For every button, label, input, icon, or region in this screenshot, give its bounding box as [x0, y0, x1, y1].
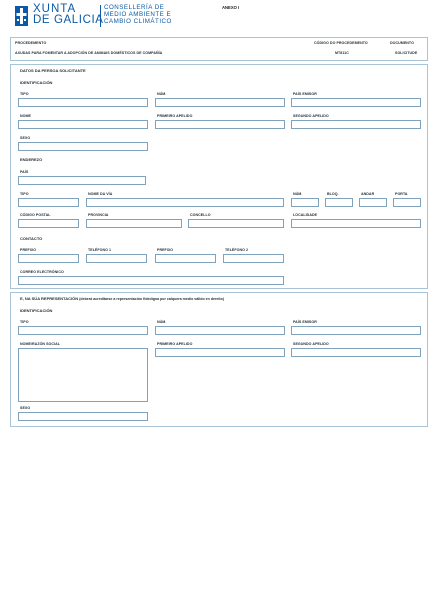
segundo-apelido-label: SEGUNDO APELIDO — [293, 114, 329, 118]
tipo-via-label: TIPO — [20, 192, 29, 196]
provincia-label: PROVINCIA — [88, 213, 109, 217]
document-value: SOLICITUDE — [395, 51, 418, 55]
nome-label: NOME — [20, 114, 31, 118]
logo-text-galicia: DE GALICIA — [33, 14, 104, 26]
num-field[interactable] — [155, 98, 285, 107]
logo-text-xunta: XUNTA — [33, 3, 77, 15]
correo-field[interactable] — [18, 276, 284, 285]
codigo-postal-field[interactable] — [18, 219, 79, 228]
tipo-via-field[interactable] — [18, 198, 79, 207]
telefono-2-field[interactable] — [223, 254, 284, 263]
prefixo-2-field[interactable] — [155, 254, 216, 263]
prefixo-1-label: PREFIXO — [20, 248, 37, 252]
codigo-postal-label: CÓDIGO POSTAL — [20, 213, 51, 217]
tipo-label: TIPO — [20, 92, 29, 96]
pais-label: PAÍS — [20, 170, 29, 174]
rep-tipo-label: TIPO — [20, 320, 29, 324]
localidade-field[interactable] — [291, 219, 421, 228]
rep-tipo-field[interactable] — [18, 326, 148, 335]
rep-nome-razon-social-field[interactable] — [18, 348, 148, 402]
telefono-1-label: TELÉFONO 1 — [88, 248, 112, 252]
nome-via-field[interactable] — [86, 198, 284, 207]
document-label: DOCUMENTO — [390, 41, 414, 45]
num-via-field[interactable] — [291, 198, 319, 207]
segundo-apelido-field[interactable] — [291, 120, 421, 129]
rep-primeiro-apelido-field[interactable] — [155, 348, 285, 357]
procedure-label: PROCEDEMENTO — [15, 41, 47, 45]
andar-field[interactable] — [359, 198, 387, 207]
andar-label: ANDAR — [361, 192, 375, 196]
representative-section-note: (deberá acreditarse a representación fidedigna por calquera medio válido en dereito) — [79, 297, 225, 301]
rep-sexo-label: SEXO — [20, 406, 31, 410]
address-title: ENDEREZO — [20, 157, 43, 162]
porta-label: PORTA — [395, 192, 408, 196]
rep-segundo-apelido-field[interactable] — [291, 348, 421, 357]
department-line-1: CONSELLERÍA DE — [104, 4, 165, 11]
primeiro-apelido-field[interactable] — [155, 120, 285, 129]
representative-identification-title: IDENTIFICACIÓN — [20, 308, 53, 313]
prefixo-2-label: PREFIXO — [157, 248, 174, 252]
department-line-3: CAMBIO CLIMÁTICO — [104, 18, 172, 25]
rep-nome-razon-social-label: NOME/RAZÓN SOCIAL — [20, 342, 60, 346]
pais-emisor-field[interactable] — [291, 98, 421, 107]
telefono-2-label: TELÉFONO 2 — [225, 248, 249, 252]
applicant-section-title: DATOS DA PERSOA SOLICITANTE — [20, 68, 86, 73]
provincia-field[interactable] — [86, 219, 182, 228]
sexo-label: SEXO — [20, 136, 31, 140]
pais-field[interactable] — [18, 176, 146, 185]
procedure-code-value: MT811C — [335, 51, 349, 55]
rep-sexo-field[interactable] — [18, 412, 148, 421]
tipo-field[interactable] — [18, 98, 148, 107]
concello-label: CONCELLO — [190, 213, 211, 217]
prefixo-1-field[interactable] — [18, 254, 79, 263]
department-line-2: MEDIO AMBIENTE E — [104, 11, 172, 18]
logo-separator — [100, 5, 101, 27]
sexo-field[interactable] — [18, 142, 148, 151]
num-via-label: NÚM. — [293, 192, 303, 196]
telefono-1-field[interactable] — [86, 254, 147, 263]
procedure-name: AXUDAS PARA FOMENTAR A ADOPCIÓN DE ANIMAIS DOMÉSTICOS DE COMPAÑÍA — [15, 51, 163, 55]
rep-segundo-apelido-label: SEGUNDO APELIDO — [293, 342, 329, 346]
concello-field[interactable] — [188, 219, 284, 228]
rep-primeiro-apelido-label: PRIMEIRO APELIDO — [157, 342, 193, 346]
representative-section-title: E, NA SÚA REPRESENTACIÓN — [20, 296, 79, 301]
procedure-code-label: CÓDIGO DO PROCEDEMENTO — [314, 41, 368, 45]
rep-num-field[interactable] — [155, 326, 285, 335]
nome-field[interactable] — [18, 120, 148, 129]
localidade-label: LOCALIDADE — [293, 213, 318, 217]
bloq-field[interactable] — [325, 198, 353, 207]
applicant-identification-title: IDENTIFICACIÓN — [20, 80, 53, 85]
pais-emisor-label: PAÍS EMISOR — [293, 92, 317, 96]
rep-pais-emisor-field[interactable] — [291, 326, 421, 335]
representative-section-header — [20, 296, 224, 301]
rep-pais-emisor-label: PAÍS EMISOR — [293, 320, 317, 324]
contact-title: CONTACTO — [20, 236, 43, 241]
nome-via-label: NOME DA VÍA — [88, 192, 113, 196]
porta-field[interactable] — [393, 198, 421, 207]
correo-label: CORREO ELECTRÓNICO — [20, 270, 64, 274]
rep-num-label: NÚM. — [157, 320, 167, 324]
bloq-label: BLOQ. — [327, 192, 339, 196]
primeiro-apelido-label: PRIMEIRO APELIDO — [157, 114, 193, 118]
annex-label: ANEXO I — [222, 5, 240, 10]
xunta-logo-mark-icon — [15, 6, 28, 26]
num-label: NÚM. — [157, 92, 167, 96]
